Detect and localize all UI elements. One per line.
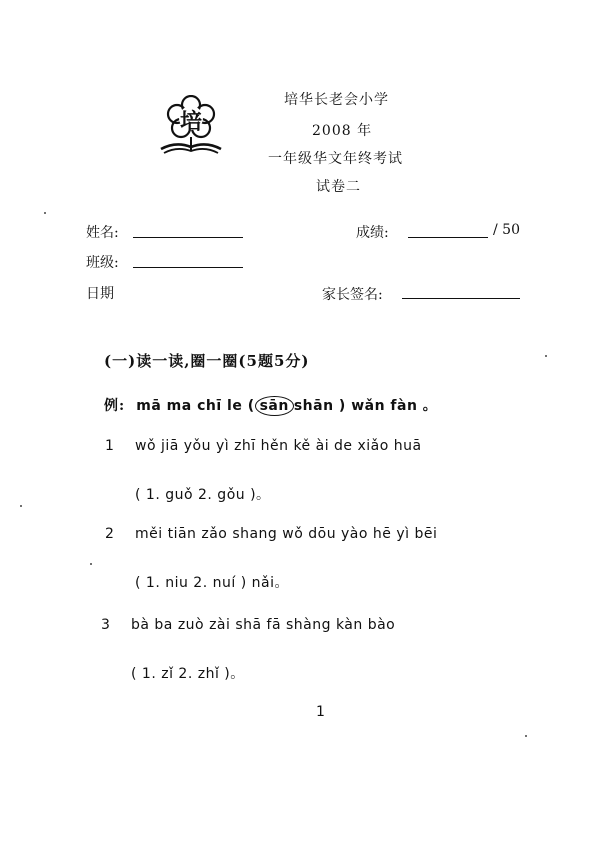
parent-signature-field[interactable] [402, 298, 520, 299]
section-title: (一)读一读,圈一圈(5题5分) [104, 352, 310, 370]
logo-character: 培 [179, 109, 202, 135]
exam-title: 一年级华文年终考试 [268, 151, 403, 167]
scan-speck [20, 505, 22, 507]
scan-speck [90, 563, 92, 565]
example-before: mā ma chī le ( [136, 398, 255, 414]
score-label: 成绩: [356, 225, 389, 241]
example-line [104, 395, 437, 416]
question-1-options[interactable]: ( 1. guǒ 2. gǒu )。 [135, 487, 271, 503]
scan-speck [545, 355, 547, 357]
question-2-number: 2 [105, 526, 114, 542]
question-1-sentence: wǒ jiā yǒu yì zhī hěn kě ài de xiǎo huā [135, 438, 422, 454]
exam-year: 2008 年 [312, 123, 373, 139]
example-circled-answer: sān [255, 396, 294, 416]
question-3-options[interactable]: ( 1. zǐ 2. zhǐ )。 [131, 666, 245, 682]
question-3-sentence: bà ba zuò zài shā fā shàng kàn bào [131, 617, 396, 633]
school-name: 培华长老会小学 [284, 92, 389, 108]
date-label: 日期 [86, 286, 114, 302]
class-field[interactable] [133, 267, 243, 268]
question-2-sentence: měi tiān zǎo shang wǒ dōu yào hē yì bēi [135, 526, 438, 542]
name-label: 姓名: [86, 225, 119, 241]
parent-signature-label: 家长签名: [322, 287, 383, 303]
class-label: 班级: [86, 255, 119, 271]
score-field[interactable] [408, 237, 488, 238]
school-logo [158, 95, 224, 157]
scan-speck [525, 735, 527, 737]
page-number: 1 [316, 704, 325, 720]
example-after: shān ) wǎn fàn 。 [293, 398, 438, 414]
question-1-number: 1 [105, 438, 114, 454]
scan-speck [44, 212, 46, 214]
question-3-number: 3 [101, 617, 110, 633]
score-total: / 50 [493, 222, 520, 238]
paper-title: 试卷二 [316, 179, 361, 195]
question-2-options[interactable]: ( 1. niu 2. nuí ) nǎi。 [135, 575, 289, 591]
name-field[interactable] [133, 237, 243, 238]
example-label: 例: [104, 398, 126, 414]
